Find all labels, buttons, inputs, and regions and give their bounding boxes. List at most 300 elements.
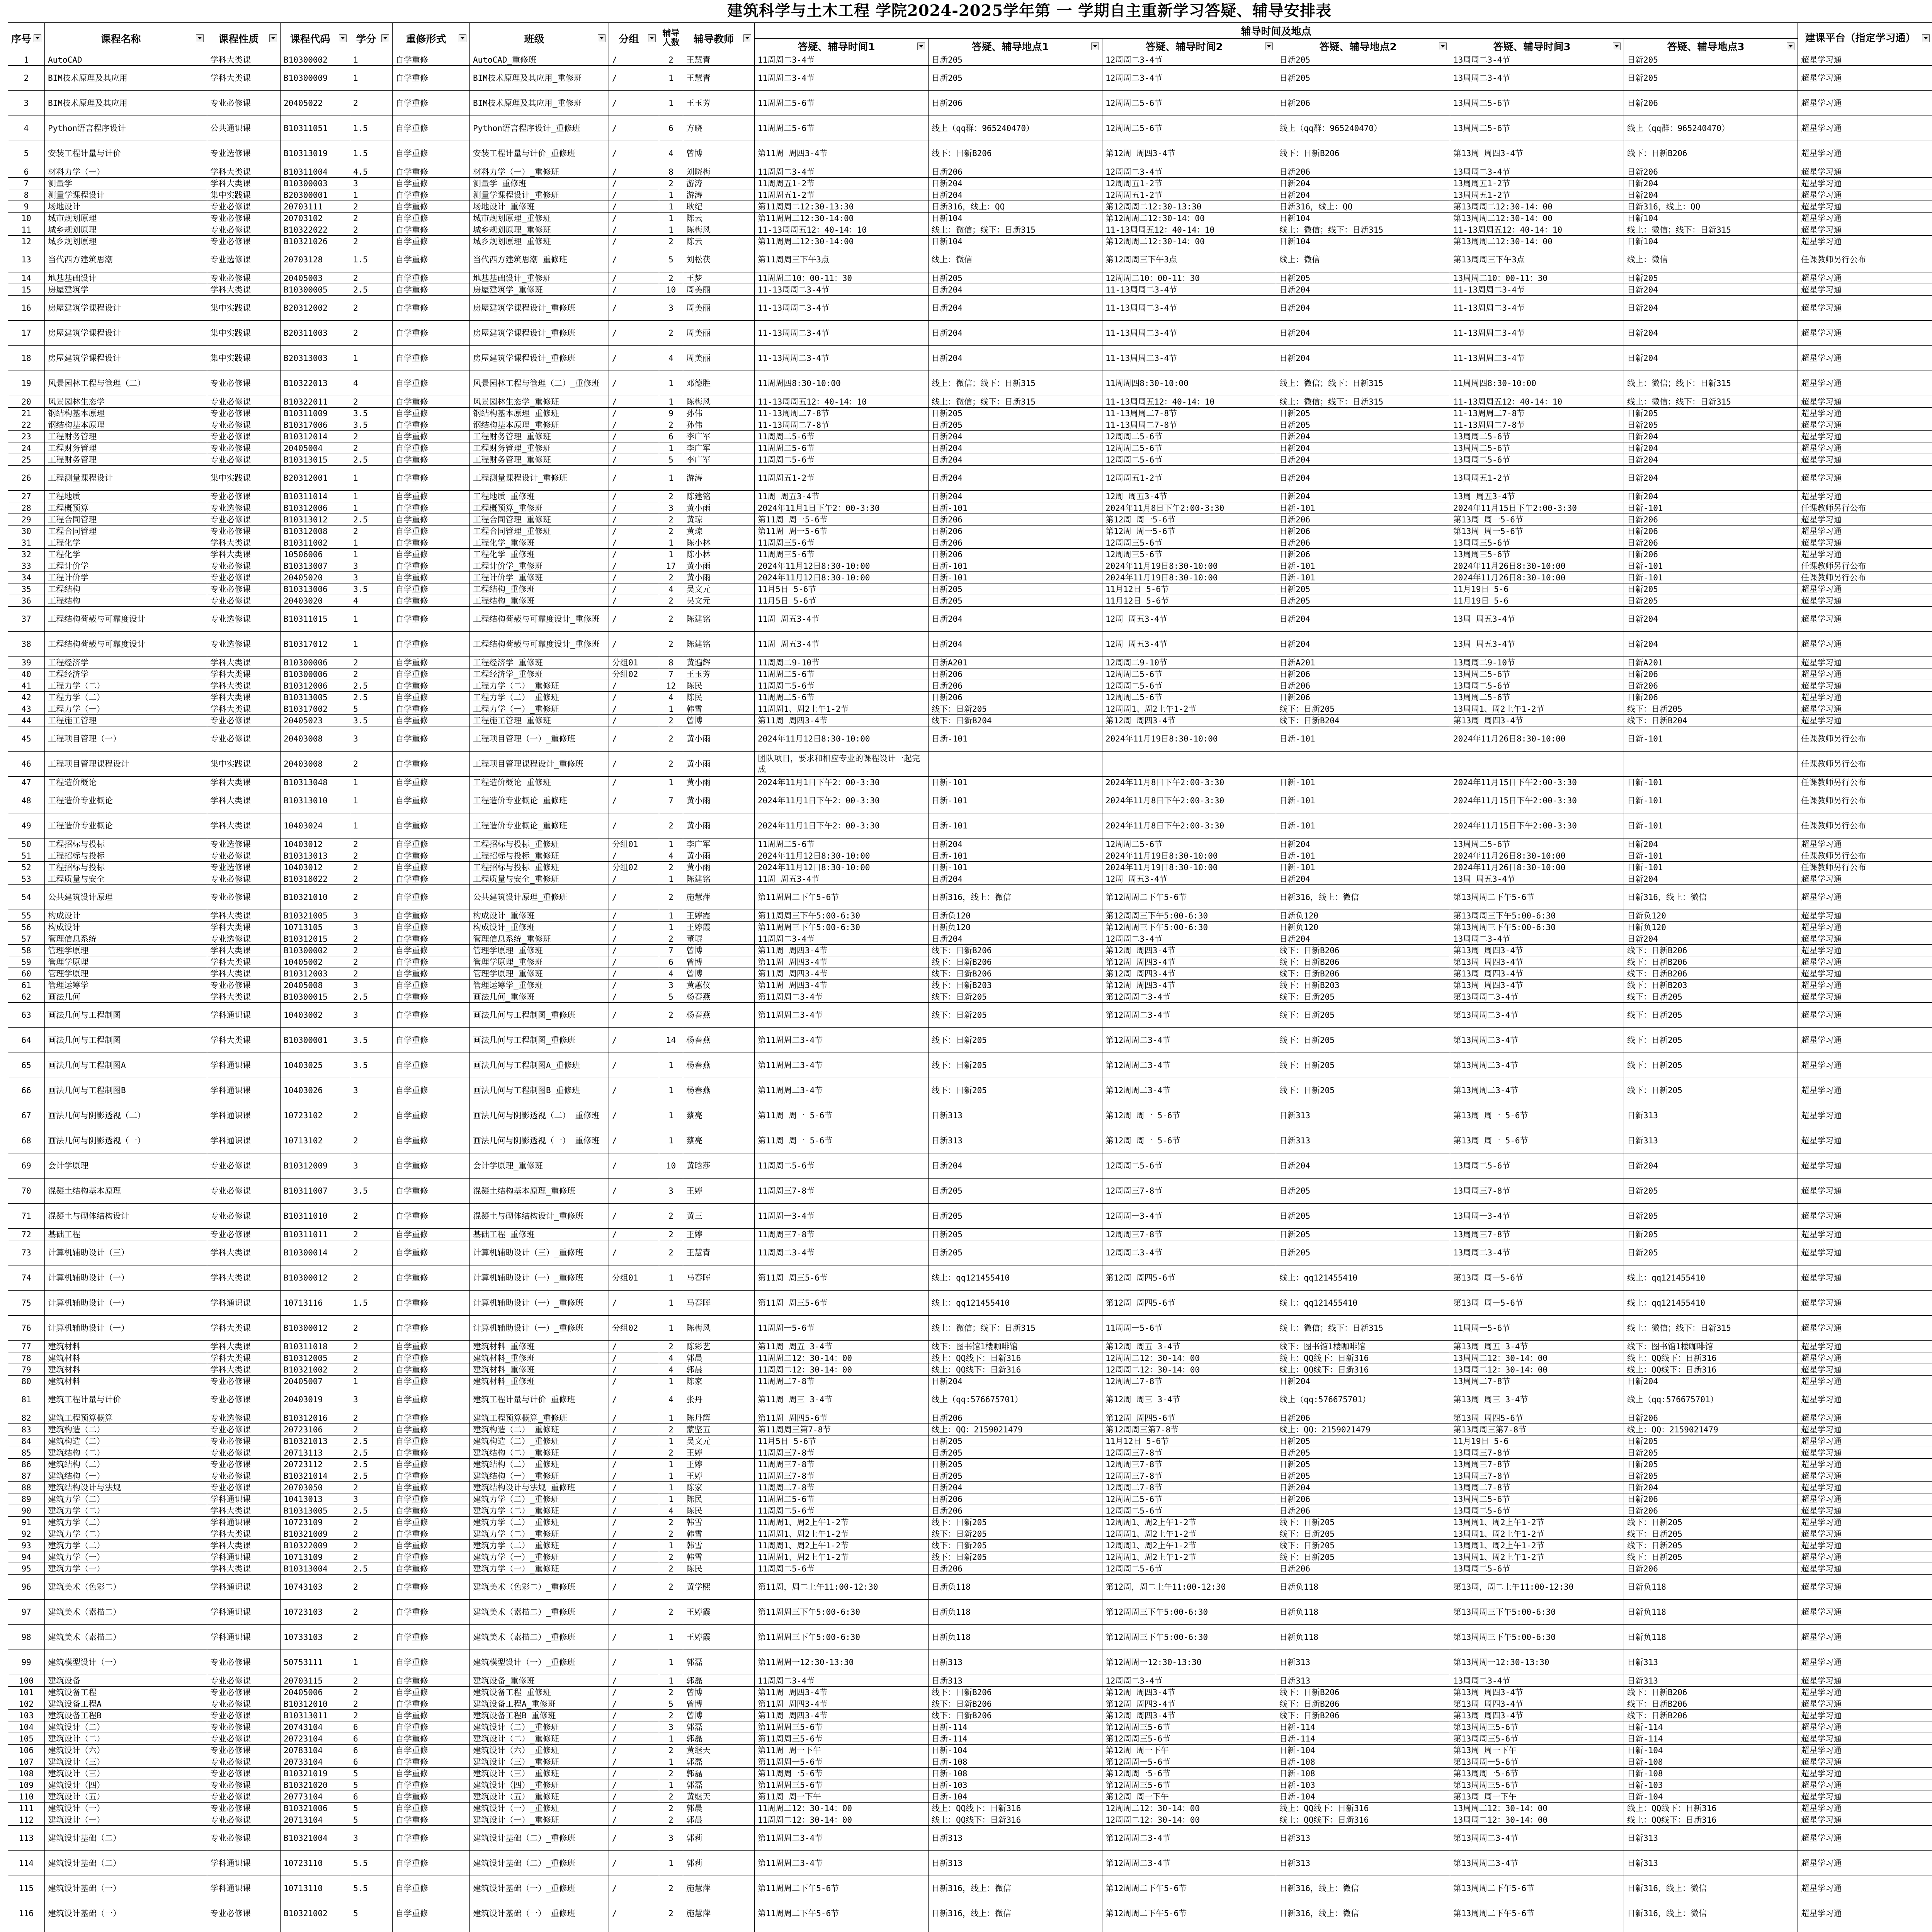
cell-time2[interactable]: [1102, 1926, 1276, 1932]
cell-time3[interactable]: 13周周二7-8节: [1450, 1482, 1624, 1493]
cell-place2[interactable]: [1276, 1926, 1450, 1932]
cell-count[interactable]: 1: [659, 1779, 683, 1791]
cell-class[interactable]: 公共建筑设计原理_重修班: [470, 885, 609, 910]
cell-time3[interactable]: 13周周二3-4节: [1450, 1240, 1624, 1265]
cell-time3[interactable]: 13周周二5-6节: [1450, 454, 1624, 466]
cell-time2[interactable]: 第12周周二12:30-14：00: [1102, 213, 1276, 224]
cell-nature[interactable]: 集中实践课: [207, 296, 281, 321]
cell-code[interactable]: 10723103: [281, 1600, 350, 1625]
cell-seq[interactable]: 8: [8, 189, 45, 201]
cell-time2[interactable]: 12周周三5-6节: [1102, 549, 1276, 560]
cell-nature[interactable]: 专业必修课: [207, 514, 281, 526]
cell-place1[interactable]: 日新-101: [929, 726, 1102, 752]
cell-place2[interactable]: 日新-101: [1276, 502, 1450, 514]
cell-course[interactable]: 房屋建筑学: [45, 284, 207, 296]
cell-course[interactable]: 建筑设计（六）: [45, 1745, 207, 1756]
cell-platform[interactable]: 超星学习通: [1798, 1814, 1932, 1826]
cell-platform[interactable]: 超星学习通: [1798, 945, 1932, 956]
cell-place3[interactable]: 日新104: [1624, 236, 1798, 247]
cell-teacher[interactable]: 周美丽: [683, 284, 755, 296]
col-header-nature[interactable]: 课程性质: [207, 23, 281, 54]
cell-time1[interactable]: 11周周二5-6节: [755, 680, 929, 692]
cell-class[interactable]: 工程概预算_重修班: [470, 502, 609, 514]
cell-group[interactable]: /: [609, 1412, 659, 1424]
cell-nature[interactable]: 专业必修课: [207, 572, 281, 583]
cell-class[interactable]: 城市规划原理_重修班: [470, 213, 609, 224]
cell-place3[interactable]: 线上：微信；线下：日新315: [1624, 371, 1798, 396]
cell-teacher[interactable]: 曾博: [683, 968, 755, 980]
cell-time3[interactable]: 13周周1、周2上午1-2节: [1450, 1528, 1624, 1540]
cell-code[interactable]: B10313012: [281, 514, 350, 526]
cell-nature[interactable]: 专业必修课: [207, 396, 281, 408]
cell-course[interactable]: 画法几何与工程制图: [45, 1003, 207, 1028]
cell-time3[interactable]: 11-13周周二3-4节: [1450, 321, 1624, 346]
cell-time3[interactable]: 第13周周三下午5:00-6:30: [1450, 1600, 1624, 1625]
cell-count[interactable]: 9: [659, 408, 683, 419]
cell-place2[interactable]: 日新-101: [1276, 862, 1450, 873]
cell-time1[interactable]: 11周 周五3-4节: [755, 873, 929, 885]
cell-time1[interactable]: 11周周二3-4节: [755, 933, 929, 945]
cell-class[interactable]: 工程力学（二）_重修班: [470, 692, 609, 703]
cell-place3[interactable]: 日新205: [1624, 1179, 1798, 1204]
cell-course[interactable]: 建筑工程预算概算: [45, 1412, 207, 1424]
cell-time3[interactable]: 13周周二5-6节: [1450, 680, 1624, 692]
cell-seq[interactable]: 38: [8, 632, 45, 657]
cell-code[interactable]: B10313015: [281, 454, 350, 466]
cell-place1[interactable]: 日新206: [929, 680, 1102, 692]
cell-course[interactable]: 建筑设计（二）: [45, 1721, 207, 1733]
cell-place3[interactable]: 日新206: [1624, 680, 1798, 692]
cell-teacher[interactable]: 马春晖: [683, 1265, 755, 1291]
cell-credit[interactable]: 3.5: [350, 1179, 393, 1204]
cell-place1[interactable]: 日新205: [929, 595, 1102, 607]
cell-group[interactable]: /: [609, 1803, 659, 1814]
cell-nature[interactable]: 专业必修课: [207, 371, 281, 396]
cell-place2[interactable]: 日新206: [1276, 91, 1450, 116]
cell-time1[interactable]: 2024年11月12日8:30-10:00: [755, 560, 929, 572]
cell-time3[interactable]: 2024年11月15日下午2:00-3:30: [1450, 777, 1624, 788]
cell-group[interactable]: /: [609, 371, 659, 396]
cell-place1[interactable]: 日新206: [929, 526, 1102, 537]
cell-platform[interactable]: 任课教师另行公布: [1798, 247, 1932, 272]
cell-place3[interactable]: 日新206: [1624, 1505, 1798, 1517]
cell-platform[interactable]: 超星学习通: [1798, 1803, 1932, 1814]
cell-place1[interactable]: 日新205: [929, 1435, 1102, 1447]
cell-seq[interactable]: 57: [8, 933, 45, 945]
cell-count[interactable]: 2: [659, 1901, 683, 1926]
cell-platform[interactable]: 超星学习通: [1798, 1517, 1932, 1528]
cell-credit[interactable]: 1.5: [350, 141, 393, 166]
cell-class[interactable]: 管理学原理_重修班: [470, 945, 609, 956]
cell-nature[interactable]: 学科大类课: [207, 166, 281, 178]
cell-nature[interactable]: 专业必修课: [207, 1376, 281, 1387]
cell-mode[interactable]: 自学重修: [393, 1814, 470, 1826]
cell-place1[interactable]: 日新206: [929, 1505, 1102, 1517]
cell-code[interactable]: B10300002: [281, 54, 350, 66]
cell-teacher[interactable]: 王玉芳: [683, 91, 755, 116]
cell-time2[interactable]: 12周周二12：30-14：00: [1102, 1352, 1276, 1364]
cell-class[interactable]: 建筑设备_重修班: [470, 1675, 609, 1687]
cell-group[interactable]: /: [609, 1128, 659, 1153]
cell-code[interactable]: B10321010: [281, 885, 350, 910]
cell-nature[interactable]: 集中实践课: [207, 346, 281, 371]
cell-code[interactable]: 20403020: [281, 595, 350, 607]
cell-count[interactable]: 14: [659, 1028, 683, 1053]
cell-time3[interactable]: 第13周 周四3-4节: [1450, 1710, 1624, 1721]
cell-code[interactable]: B10311014: [281, 491, 350, 502]
cell-code[interactable]: B10312009: [281, 1153, 350, 1179]
cell-count[interactable]: 1: [659, 1316, 683, 1341]
cell-place3[interactable]: 日新313: [1624, 1128, 1798, 1153]
cell-course[interactable]: 地基基础设计: [45, 272, 207, 284]
cell-count[interactable]: 2: [659, 54, 683, 66]
cell-nature[interactable]: 学科通识课: [207, 1625, 281, 1650]
cell-class[interactable]: 钢结构基本原理_重修班: [470, 419, 609, 431]
cell-time1[interactable]: 11周周二3-4节: [755, 1675, 929, 1687]
cell-class[interactable]: 建筑设计（一）_重修班: [470, 1803, 609, 1814]
cell-time3[interactable]: 第13周周三下午3点: [1450, 247, 1624, 272]
cell-count[interactable]: 4: [659, 968, 683, 980]
cell-nature[interactable]: 专业必修课: [207, 272, 281, 284]
cell-group[interactable]: /: [609, 968, 659, 980]
cell-group[interactable]: /: [609, 1459, 659, 1470]
cell-class[interactable]: 房屋建筑学课程设计_重修班: [470, 321, 609, 346]
cell-place2[interactable]: [1276, 752, 1450, 777]
cell-teacher[interactable]: 吴文元: [683, 583, 755, 595]
cell-group[interactable]: /: [609, 1435, 659, 1447]
cell-time2[interactable]: 12周周1、周2上午1-2节: [1102, 1528, 1276, 1540]
cell-credit[interactable]: 2: [350, 885, 393, 910]
cell-mode[interactable]: 自学重修: [393, 1625, 470, 1650]
cell-class[interactable]: 建筑美术（素描二）_重修班: [470, 1625, 609, 1650]
cell-code[interactable]: B10311009: [281, 408, 350, 419]
cell-time1[interactable]: 第11周周一12:30-13:30: [755, 1650, 929, 1675]
cell-mode[interactable]: 自学重修: [393, 91, 470, 116]
cell-nature[interactable]: 专业必修课: [207, 526, 281, 537]
cell-nature[interactable]: 专业必修课: [207, 1791, 281, 1803]
cell-course[interactable]: 工程计价学: [45, 572, 207, 583]
cell-course[interactable]: 工程招标与投标: [45, 838, 207, 850]
cell-time1[interactable]: 2024年11月12日8:30-10:00: [755, 726, 929, 752]
cell-nature[interactable]: 学科大类课: [207, 788, 281, 813]
cell-time2[interactable]: 第12周周二3-4节: [1102, 1826, 1276, 1851]
cell-class[interactable]: 画法几何与工程制图B_重修班: [470, 1078, 609, 1103]
cell-place1[interactable]: 日新205: [929, 1459, 1102, 1470]
cell-platform[interactable]: 超星学习通: [1798, 692, 1932, 703]
cell-place2[interactable]: 日新204: [1276, 454, 1450, 466]
cell-class[interactable]: 建筑工程预算概算_重修班: [470, 1412, 609, 1424]
cell-teacher[interactable]: 陈民: [683, 1505, 755, 1517]
cell-class[interactable]: 建筑设计基础（一）_重修班: [470, 1901, 609, 1926]
cell-place3[interactable]: 线上：QQ线下：日新316: [1624, 1814, 1798, 1826]
cell-mode[interactable]: 自学重修: [393, 1876, 470, 1901]
cell-place2[interactable]: 日新205: [1276, 583, 1450, 595]
cell-place2[interactable]: 线上：QQ线下：日新316: [1276, 1803, 1450, 1814]
cell-class[interactable]: 会计学原理_重修班: [470, 1153, 609, 1179]
cell-place1[interactable]: 线上（qq:576675701）: [929, 1387, 1102, 1412]
cell-platform[interactable]: 超星学习通: [1798, 1179, 1932, 1204]
cell-teacher[interactable]: 黄晗莎: [683, 1153, 755, 1179]
cell-course[interactable]: 基础工程: [45, 1229, 207, 1240]
cell-group[interactable]: 分组02: [609, 668, 659, 680]
cell-group[interactable]: /: [609, 1424, 659, 1435]
cell-time2[interactable]: 12周 周五3-4节: [1102, 873, 1276, 885]
cell-code[interactable]: 10403002: [281, 1003, 350, 1028]
cell-place2[interactable]: 日新-101: [1276, 788, 1450, 813]
cell-place1[interactable]: 日新204: [929, 607, 1102, 632]
cell-place1[interactable]: 线上：微信；线下：日新315: [929, 371, 1102, 396]
cell-count[interactable]: 2: [659, 1341, 683, 1352]
cell-place3[interactable]: 日新-101: [1624, 777, 1798, 788]
cell-time2[interactable]: 12周周二5-6节: [1102, 1493, 1276, 1505]
cell-teacher[interactable]: 周美丽: [683, 296, 755, 321]
cell-nature[interactable]: 专业选修课: [207, 862, 281, 873]
cell-course[interactable]: 钢结构基本原理: [45, 408, 207, 419]
cell-nature[interactable]: 专业必修课: [207, 454, 281, 466]
cell-seq[interactable]: 56: [8, 922, 45, 933]
cell-teacher[interactable]: 马春晖: [683, 1291, 755, 1316]
cell-place3[interactable]: 日新204: [1624, 466, 1798, 491]
cell-code[interactable]: 20703111: [281, 201, 350, 213]
cell-platform[interactable]: 超星学习通: [1798, 838, 1932, 850]
cell-place1[interactable]: 日新204: [929, 296, 1102, 321]
cell-platform[interactable]: 超星学习通: [1798, 1721, 1932, 1733]
cell-place2[interactable]: 线上：QQ线下：日新316: [1276, 1814, 1450, 1826]
cell-place3[interactable]: 日新负118: [1624, 1600, 1798, 1625]
cell-platform[interactable]: 超星学习通: [1798, 408, 1932, 419]
cell-platform[interactable]: 超星学习通: [1798, 1153, 1932, 1179]
cell-count[interactable]: 6: [659, 956, 683, 968]
cell-group[interactable]: /: [609, 1103, 659, 1128]
cell-platform[interactable]: 超星学习通: [1798, 514, 1932, 526]
cell-mode[interactable]: 自学重修: [393, 1756, 470, 1768]
cell-mode[interactable]: 自学重修: [393, 607, 470, 632]
cell-course[interactable]: 建筑模型设计（一）: [45, 1650, 207, 1675]
cell-mode[interactable]: 自学重修: [393, 296, 470, 321]
cell-count[interactable]: 2: [659, 1240, 683, 1265]
cell-seq[interactable]: 25: [8, 454, 45, 466]
cell-code[interactable]: B10300012: [281, 1316, 350, 1341]
cell-place2[interactable]: 线下：日新205: [1276, 1078, 1450, 1103]
cell-class[interactable]: 建筑结构设计与法规_重修班: [470, 1482, 609, 1493]
cell-nature[interactable]: 学科大类课: [207, 703, 281, 715]
cell-teacher[interactable]: 周美丽: [683, 346, 755, 371]
cell-time3[interactable]: 2024年11月26日8:30-10:00: [1450, 560, 1624, 572]
cell-place2[interactable]: 线上：微信；线下：日新315: [1276, 396, 1450, 408]
cell-place1[interactable]: 日新204: [929, 189, 1102, 201]
cell-time1[interactable]: 11周周二3-4节: [755, 54, 929, 66]
cell-time2[interactable]: 12周周二5-6节: [1102, 668, 1276, 680]
cell-place1[interactable]: 日新205: [929, 1470, 1102, 1482]
cell-time1[interactable]: 第11周周二12:30-14:00: [755, 213, 929, 224]
cell-place1[interactable]: 日新-101: [929, 560, 1102, 572]
cell-nature[interactable]: 专业必修课: [207, 213, 281, 224]
cell-credit[interactable]: 2.5: [350, 514, 393, 526]
cell-credit[interactable]: 2: [350, 224, 393, 236]
cell-time1[interactable]: 11周周四8:30-10:00: [755, 371, 929, 396]
cell-group[interactable]: /: [609, 1733, 659, 1745]
cell-group[interactable]: /: [609, 1687, 659, 1698]
cell-platform[interactable]: 超星学习通: [1798, 1387, 1932, 1412]
cell-place2[interactable]: 线上：QQ线下：日新316: [1276, 1352, 1450, 1364]
cell-count[interactable]: 4: [659, 1505, 683, 1517]
cell-place2[interactable]: 日新316，线上：微信: [1276, 885, 1450, 910]
cell-mode[interactable]: 自学重修: [393, 885, 470, 910]
cell-credit[interactable]: 3.5: [350, 715, 393, 726]
cell-group[interactable]: /: [609, 1851, 659, 1876]
cell-time1[interactable]: 11周周二12：30-14：00: [755, 1814, 929, 1826]
cell-code[interactable]: B10313007: [281, 560, 350, 572]
cell-code[interactable]: 20703128: [281, 247, 350, 272]
cell-credit[interactable]: 2: [350, 668, 393, 680]
cell-place2[interactable]: 日新313: [1276, 1103, 1450, 1128]
cell-place2[interactable]: 线下：日新205: [1276, 991, 1450, 1003]
cell-seq[interactable]: 87: [8, 1470, 45, 1482]
cell-class[interactable]: 工程结构_重修班: [470, 595, 609, 607]
cell-place3[interactable]: 日新-101: [1624, 502, 1798, 514]
cell-class[interactable]: 建筑设计（二）_重修班: [470, 1733, 609, 1745]
cell-mode[interactable]: 自学重修: [393, 1447, 470, 1459]
cell-nature[interactable]: 学科大类课: [207, 945, 281, 956]
cell-seq[interactable]: 60: [8, 968, 45, 980]
cell-teacher[interactable]: 王婷霞: [683, 1600, 755, 1625]
cell-place3[interactable]: 日新-108: [1624, 1768, 1798, 1779]
cell-teacher[interactable]: 黄遍辉: [683, 657, 755, 668]
cell-nature[interactable]: 专业必修课: [207, 1229, 281, 1240]
cell-place1[interactable]: 日新204: [929, 431, 1102, 442]
cell-course[interactable]: 建筑设计（一）: [45, 1814, 207, 1826]
cell-seq[interactable]: 24: [8, 442, 45, 454]
cell-place2[interactable]: 线下：日新B206: [1276, 1710, 1450, 1721]
cell-place1[interactable]: 日新205: [929, 272, 1102, 284]
cell-platform[interactable]: 超星学习通: [1798, 1625, 1932, 1650]
cell-course[interactable]: 建筑设计基础（二）: [45, 1851, 207, 1876]
cell-teacher[interactable]: 游涛: [683, 178, 755, 189]
cell-count[interactable]: 2: [659, 1424, 683, 1435]
cell-time2[interactable]: 12周周二5-6节: [1102, 442, 1276, 454]
cell-count[interactable]: 10: [659, 284, 683, 296]
cell-time3[interactable]: 13周周二12：30-14：00: [1450, 1814, 1624, 1826]
cell-count[interactable]: 1: [659, 910, 683, 922]
cell-seq[interactable]: 7: [8, 178, 45, 189]
cell-place1[interactable]: 日新-101: [929, 862, 1102, 873]
cell-group[interactable]: /: [609, 1003, 659, 1028]
cell-time3[interactable]: 第13周周三5-6节: [1450, 1733, 1624, 1745]
cell-time1[interactable]: 第11周周二3-4节: [755, 1003, 929, 1028]
cell-time1[interactable]: 11周周1、周2上午1-2节: [755, 703, 929, 715]
cell-credit[interactable]: 2: [350, 1528, 393, 1540]
cell-time1[interactable]: 第11周 周四3-4节: [755, 980, 929, 991]
cell-place2[interactable]: 线下：日新205: [1276, 703, 1450, 715]
cell-time3[interactable]: 第13周周三第7-8节: [1450, 1424, 1624, 1435]
cell-mode[interactable]: 自学重修: [393, 1103, 470, 1128]
cell-seq[interactable]: 2: [8, 66, 45, 91]
cell-code[interactable]: 10723109: [281, 1517, 350, 1528]
cell-time1[interactable]: 第11周周三5-6节: [755, 1779, 929, 1791]
cell-mode[interactable]: 自学重修: [393, 1341, 470, 1352]
cell-course[interactable]: 建筑结构（一）: [45, 1470, 207, 1482]
cell-code[interactable]: 10413013: [281, 1493, 350, 1505]
cell-time2[interactable]: 12周周二3-4节: [1102, 66, 1276, 91]
cell-class[interactable]: 建筑力学（二）_重修班: [470, 1540, 609, 1551]
cell-teacher[interactable]: 陈民: [683, 680, 755, 692]
cell-course[interactable]: 城市规划原理: [45, 213, 207, 224]
cell-group[interactable]: /: [609, 1229, 659, 1240]
cell-time2[interactable]: 12周周1、周2上午1-2节: [1102, 703, 1276, 715]
cell-group[interactable]: /: [609, 956, 659, 968]
filter-dropdown-icon[interactable]: [1091, 43, 1099, 50]
cell-place2[interactable]: 线下：日新B206: [1276, 1698, 1450, 1710]
cell-nature[interactable]: 学科大类课: [207, 1265, 281, 1291]
cell-class[interactable]: 工程化学_重修班: [470, 537, 609, 549]
cell-time3[interactable]: 2024年11月15日下午2:00-3:30: [1450, 502, 1624, 514]
cell-mode[interactable]: 自学重修: [393, 1128, 470, 1153]
cell-nature[interactable]: 专业选修课: [207, 632, 281, 657]
cell-teacher[interactable]: 黄小雨: [683, 572, 755, 583]
cell-seq[interactable]: 97: [8, 1600, 45, 1625]
cell-place3[interactable]: 日新-104: [1624, 1791, 1798, 1803]
cell-place1[interactable]: 线上：微信；线下：日新315: [929, 224, 1102, 236]
cell-time1[interactable]: 第11周周三5-6节: [755, 1733, 929, 1745]
cell-place1[interactable]: 日新206: [929, 1563, 1102, 1575]
cell-course[interactable]: 混凝土结构基本原理: [45, 1179, 207, 1204]
cell-class[interactable]: 材料力学（一）_重修班: [470, 166, 609, 178]
cell-nature[interactable]: 学科大类课: [207, 1341, 281, 1352]
cell-place2[interactable]: 日新205: [1276, 1179, 1450, 1204]
cell-code[interactable]: B10311015: [281, 607, 350, 632]
cell-place3[interactable]: 线下：日新205: [1624, 1551, 1798, 1563]
cell-time1[interactable]: 第11周 周三5-6节: [755, 1291, 929, 1316]
cell-platform[interactable]: 超星学习通: [1798, 968, 1932, 980]
cell-code[interactable]: 10403012: [281, 862, 350, 873]
cell-platform[interactable]: 超星学习通: [1798, 703, 1932, 715]
cell-teacher[interactable]: 邓德胜: [683, 371, 755, 396]
cell-group[interactable]: /: [609, 66, 659, 91]
cell-mode[interactable]: 自学重修: [393, 1575, 470, 1600]
cell-code[interactable]: 20723112: [281, 1459, 350, 1470]
cell-credit[interactable]: 5.5: [350, 1851, 393, 1876]
cell-code[interactable]: B10312006: [281, 680, 350, 692]
cell-time2[interactable]: 第12周周二3-4节: [1102, 1078, 1276, 1103]
cell-place2[interactable]: 线下：日新205: [1276, 1003, 1450, 1028]
cell-seq[interactable]: 109: [8, 1779, 45, 1791]
cell-time2[interactable]: 第12周 周四5-6节: [1102, 1291, 1276, 1316]
cell-count[interactable]: 1: [659, 1851, 683, 1876]
cell-code[interactable]: B10322009: [281, 1540, 350, 1551]
cell-time3[interactable]: 11-13周周二3-4节: [1450, 284, 1624, 296]
cell-place2[interactable]: 日新313: [1276, 1851, 1450, 1876]
cell-place3[interactable]: 日新204: [1624, 873, 1798, 885]
cell-mode[interactable]: 自学重修: [393, 224, 470, 236]
cell-teacher[interactable]: 王玉芳: [683, 668, 755, 680]
cell-time2[interactable]: 第12周周二下午5-6节: [1102, 1901, 1276, 1926]
cell-place3[interactable]: 线下：日新205: [1624, 1528, 1798, 1540]
cell-platform[interactable]: 超星学习通: [1798, 1779, 1932, 1791]
cell-teacher[interactable]: 王婷: [683, 1179, 755, 1204]
cell-seq[interactable]: 102: [8, 1698, 45, 1710]
cell-seq[interactable]: 111: [8, 1803, 45, 1814]
cell-count[interactable]: 5: [659, 454, 683, 466]
cell-time2[interactable]: 第12周周三下午5:00-6:30: [1102, 1600, 1276, 1625]
cell-time3[interactable]: 第13周周二12:30-14：00: [1450, 201, 1624, 213]
cell-class[interactable]: 建筑设备工程_重修班: [470, 1687, 609, 1698]
cell-course[interactable]: 建筑设计（五）: [45, 1791, 207, 1803]
cell-time2[interactable]: 12周 周五3-4节: [1102, 632, 1276, 657]
cell-credit[interactable]: 2: [350, 431, 393, 442]
cell-place1[interactable]: 日新205: [929, 1229, 1102, 1240]
cell-place3[interactable]: 日新205: [1624, 66, 1798, 91]
cell-platform[interactable]: 超星学习通: [1798, 284, 1932, 296]
